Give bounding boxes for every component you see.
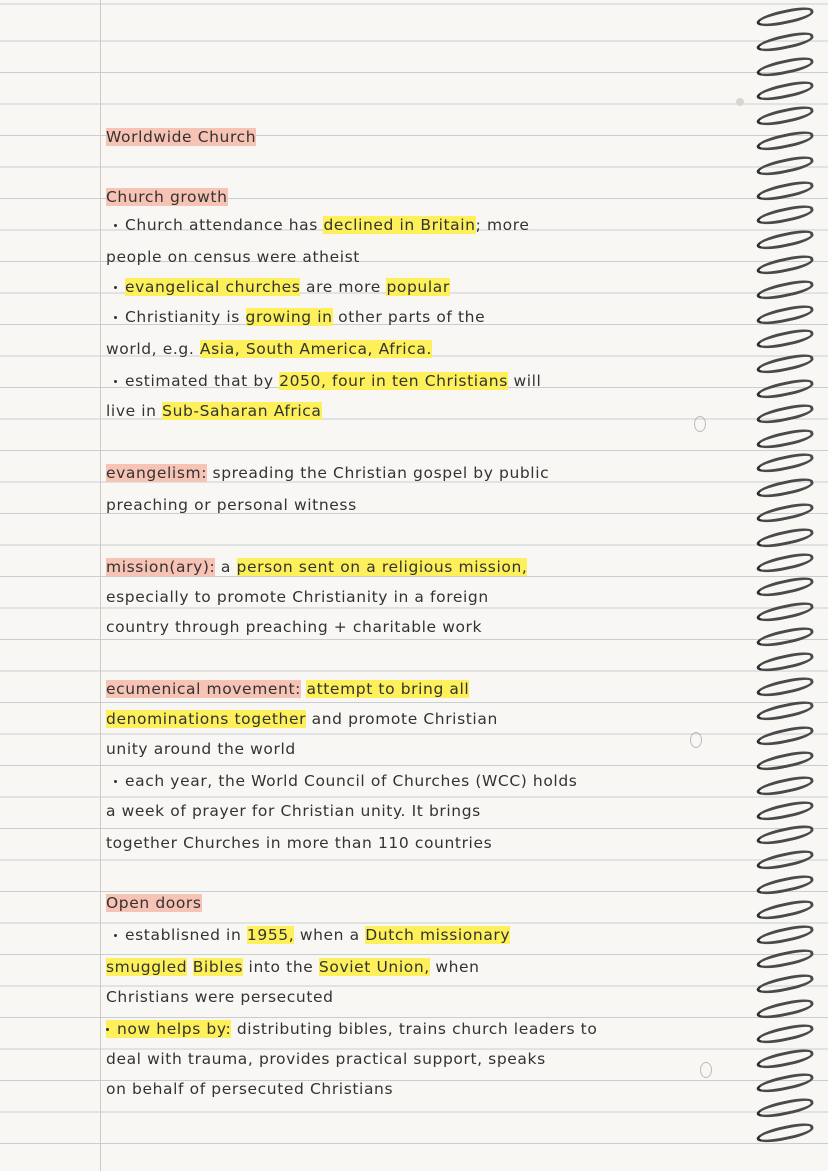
- bullet-line: Christianity is growing in other parts of the: [114, 306, 744, 328]
- bullet-icon: [114, 934, 117, 937]
- spiral-loop: [755, 103, 815, 129]
- text-line: unity around the world: [106, 740, 296, 758]
- spiral-loop: [755, 1120, 815, 1146]
- spiral-loop: [755, 922, 815, 948]
- open-doors-heading: Open doors: [106, 894, 202, 912]
- spiral-loop: [755, 500, 815, 526]
- spiral-loop: [755, 1046, 815, 1072]
- spiral-loop: [755, 624, 815, 650]
- text-line: preaching or personal witness: [106, 496, 357, 514]
- bullet-line: establisned in 1955, when a Dutch missionary: [114, 924, 744, 946]
- bullet-icon: [114, 780, 117, 783]
- text-line: denominations together and promote Christian: [106, 710, 498, 728]
- text-line: world, e.g. Asia, South America, Africa.: [106, 340, 432, 358]
- spiral-loop: [755, 550, 815, 576]
- punch-hole: [736, 98, 744, 106]
- evangelism-definition: evangelism: spreading the Christian gospel by public: [106, 464, 550, 482]
- text-line: deal with trauma, provides practical support, speaks: [106, 1050, 546, 1068]
- spiral-loop: [755, 227, 815, 253]
- spiral-loop: [755, 475, 815, 501]
- text-line: together Churches in more than 110 countries: [106, 834, 493, 852]
- spiral-loop: [755, 29, 815, 55]
- text-line: especially to promote Christianity in a foreign: [106, 588, 489, 606]
- text-line: people on census were atheist: [106, 248, 360, 266]
- bullet-line: Church attendance has declined in Britain; more: [114, 214, 744, 236]
- spiral-loop: [755, 1095, 815, 1121]
- spiral-loop: [755, 798, 815, 824]
- text-line: live in Sub-Saharan Africa: [106, 402, 322, 420]
- text-line: a week of prayer for Christian unity. It brings: [106, 802, 481, 820]
- spiral-loop: [755, 4, 815, 30]
- text-line: Christians were persecuted: [106, 988, 334, 1006]
- page-title: [106, 126, 736, 148]
- spiral-loop: [755, 897, 815, 923]
- church-growth-heading: Church growth: [106, 188, 228, 206]
- text-line: smuggled Bibles into the Soviet Union, when: [106, 958, 480, 976]
- bullet-icon: [106, 1028, 109, 1031]
- bullet-icon: [114, 316, 117, 319]
- mission-definition: mission(ary): a person sent on a religious mission,: [106, 558, 528, 576]
- spiral-loop: [755, 128, 815, 154]
- spiral-loop: [755, 971, 815, 997]
- spiral-loop: [755, 748, 815, 774]
- spiral-loop: [755, 996, 815, 1022]
- spiral-loop: [755, 401, 815, 427]
- spiral-loop: [755, 1021, 815, 1047]
- spiral-loop: [755, 451, 815, 477]
- spiral-loop: [755, 823, 815, 849]
- spiral-loop: [755, 575, 815, 601]
- text-line: country through preaching + charitable work: [106, 618, 483, 636]
- spiral-loop: [755, 351, 815, 377]
- spiral-loop: [755, 54, 815, 80]
- spiral-loop: [755, 773, 815, 799]
- spiral-loop: [755, 699, 815, 725]
- bullet-line: evangelical churches are more popular: [114, 276, 744, 298]
- bullet-icon: [114, 224, 117, 227]
- spiral-loop: [755, 153, 815, 179]
- spiral-loop: [755, 178, 815, 204]
- spiral-loop: [755, 327, 815, 353]
- spiral-loop: [755, 277, 815, 303]
- spiral-loop: [755, 426, 815, 452]
- bullet-line: now helps by: distributing bibles, trains church leaders to: [106, 1018, 736, 1040]
- spiral-binding: [750, 10, 828, 1160]
- text-line: on behalf of persecuted Christians: [106, 1080, 394, 1098]
- spiral-loop: [755, 947, 815, 973]
- spiral-loop: [755, 674, 815, 700]
- spiral-loop: [755, 302, 815, 328]
- ecumenical-definition: ecumenical movement: attempt to bring all: [106, 680, 470, 698]
- margin-line: [100, 0, 101, 1171]
- spiral-loop: [755, 847, 815, 873]
- spiral-loop: [755, 872, 815, 898]
- spiral-loop: [755, 79, 815, 105]
- spiral-loop: [755, 599, 815, 625]
- bullet-line: each year, the World Council of Churches (WCC) holds: [114, 770, 744, 792]
- bullet-icon: [114, 380, 117, 383]
- spiral-loop: [755, 376, 815, 402]
- spiral-loop: [755, 723, 815, 749]
- spiral-loop: [755, 649, 815, 675]
- spiral-loop: [755, 525, 815, 551]
- spiral-loop: [755, 252, 815, 278]
- spiral-loop: [755, 1071, 815, 1097]
- bullet-line: estimated that by 2050, four in ten Christians will: [114, 370, 744, 392]
- title-text: Worldwide Church: [106, 128, 257, 146]
- spiral-loop: [755, 203, 815, 229]
- bullet-icon: [114, 286, 117, 289]
